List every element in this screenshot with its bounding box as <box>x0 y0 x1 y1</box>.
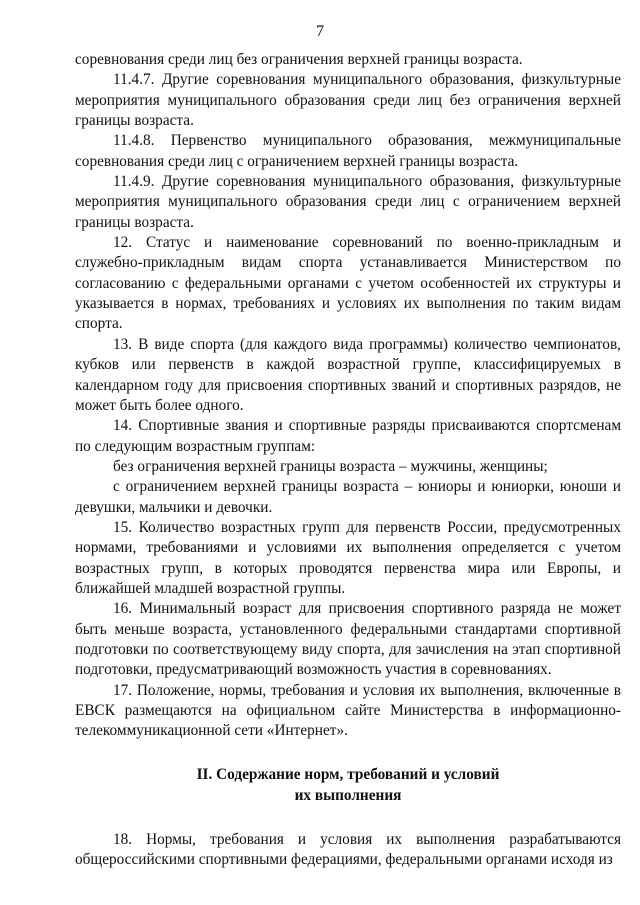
paragraph-11-4-9: 11.4.9. Другие соревнования муниципального образования, физкультурные мероприятия муниципального образования среди лиц с ограничением верхней границы возраста. <box>75 173 621 231</box>
paragraph-11-4-8: 11.4.8. Первенство муниципального образования, межмуниципальные соревнования среди лиц с ограничением верхней границы возраста. <box>75 132 621 170</box>
paragraph-14-item-1: без ограничения верхней границы возраста – мужчины, женщины; <box>113 457 548 475</box>
section-heading-line-1: II. Содержание норм, требований и условий <box>196 765 500 783</box>
paragraph-continuation: соревнования среди лиц без ограничения верхней границы возраста. <box>75 51 523 68</box>
paragraph-13: 13. В виде спорта (для каждого вида программы) количество чемпионатов, кубков или первенств в каждой возрастной группе, классифицируемых в календарном году для присвоения спортивных званий и спортивных разрядов, не может быть более одного. <box>75 335 621 414</box>
paragraph-14-item-2: с ограничением верхней границы возраста – юниоры и юниорки, юноши и девушки, мальчики и девочки. <box>75 478 621 516</box>
paragraph-16: 16. Минимальный возраст для присвоения спортивного разряда не может быть меньше возраста, установленного федеральными стандартами спортивной подготовки по соответствующему виду спорта, для зачисления на этап спортивной подготовки, предусматривающий возможность участия в соревнованиях. <box>75 600 621 679</box>
document-body <box>75 50 621 870</box>
page-number: 7 <box>316 23 324 40</box>
paragraph-11-4-7: 11.4.7. Другие соревнования муниципального образования, физкультурные мероприятия муниципального образования среди лиц без ограничения верхней границы возраста. <box>75 71 621 130</box>
paragraph-17: 17. Положение, нормы, требования и условия их выполнения, включенные в ЕВСК размещаются на официальном сайте Министерства в информационно-телекоммуникационной сети «Интернет». <box>75 681 621 740</box>
section-heading <box>75 764 621 806</box>
paragraph-18: 18. Нормы, требования и условия их выполнения разрабатываются общероссийскими спортивными федерациями, федеральными органами исходя из <box>75 830 621 869</box>
paragraph-15: 15. Количество возрастных групп для первенств России, предусмотренных нормами, требованиями и условиями их выполнения определяется с учетом возрастных групп, в которых проводятся первенства мира или Европы, и ближайшей младшей возрастной группы. <box>75 518 621 597</box>
section-heading-line-2: их выполнения <box>294 786 402 804</box>
paragraph-14: 14. Спортивные звания и спортивные разряды присваиваются спортсменам по следующим возрастным группам: <box>75 417 621 455</box>
paragraph-12: 12. Статус и наименование соревнований по военно-прикладным и служебно-прикладным видам спорта устанавливается Министерством по согласованию с федеральными органами с учетом особенностей их структуры и указывается в нормах, требованиях и условиях их выполнения по таким видам спорта. <box>75 234 621 333</box>
